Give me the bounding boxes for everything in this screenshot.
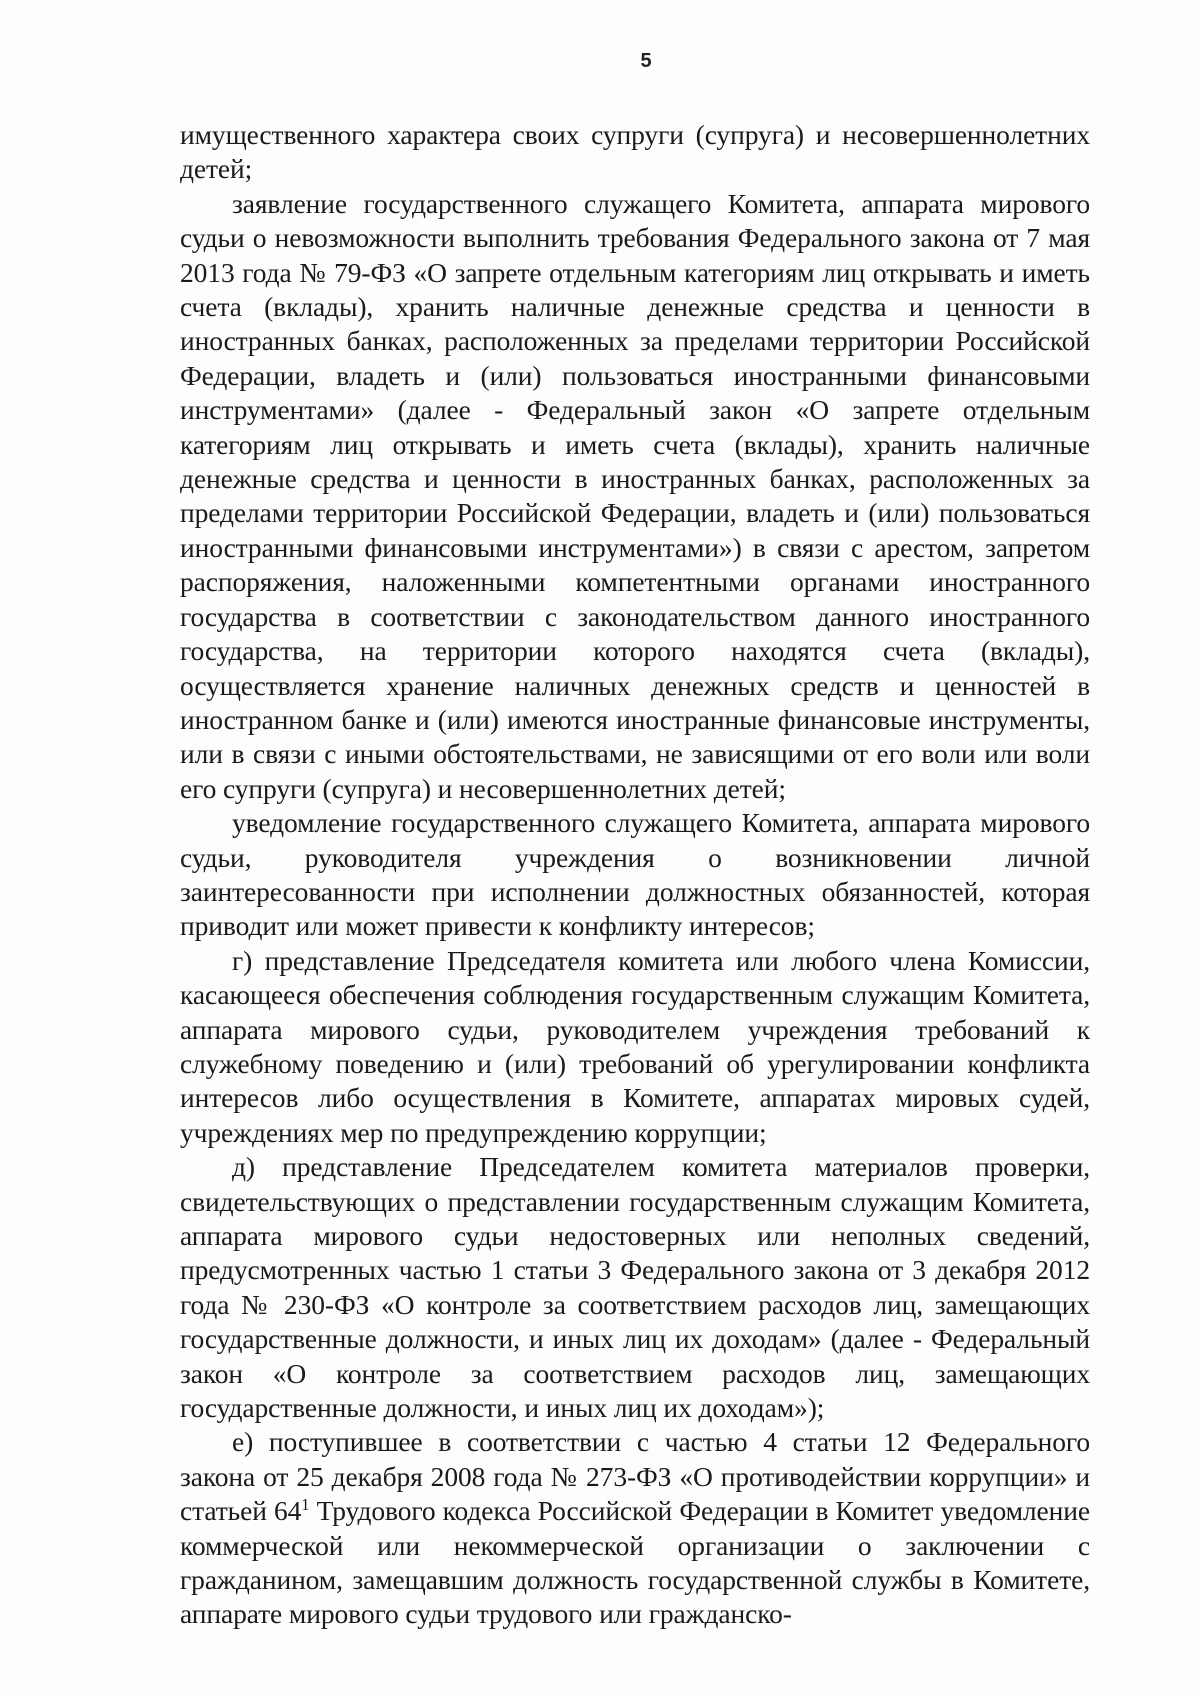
paragraph-item-e-text-end: Трудового кодекса Российской Федерации в Комитет уведомление коммерческой или некоммерческой организации о заключении с гражданином, замещавшим должность государственной службы в Комитете, аппарате мирового судьи трудового или гражданско- [180,1495,1090,1630]
paragraph-item-e [180,1425,1090,1631]
page-number: 5 [640,50,652,72]
paragraph-continuation: имущественного характера своих супруги (супруга) и несовершеннолетних детей; [180,119,1090,185]
article-superscript: 1 [301,1495,310,1515]
paragraph-item-g: г) представление Председателя комитета или любого члена Комиссии, касающееся обеспечения соблюдения государственным служащим Комитета, аппарата мирового судьи, руководителем учреждения требований к служебному поведению и (или) требований об урегулировании конфликта интересов либо осуществления в Комитете, аппаратах мировых судей, учреждениях мер по предупреждению коррупции; [180,944,1090,1148]
paragraph-statement: заявление государственного служащего Комитета, аппарата мирового судьи о невозможности выполнить требования Федерального закона от 7 мая 2013 года № 79-ФЗ «О запрете отдельным категориям лиц открывать и иметь счета (вклады), хранить наличные денежные средства и ценности в иностранных банках, расположенных за пределами территории Российской Федерации, владеть и (или) пользоваться иностранными финансовыми инструментами» (далее - Федеральный закон «О запрете отдельным категориям лиц открывать и иметь счета (вклады), хранить наличные денежные средства и ценности в иностранных банках, расположенных за пределами территории Российской Федерации, владеть и (или) пользоваться иностранными финансовыми инструментами») в связи с арестом, запретом распоряжения, наложенными компетентными органами иностранного государства в соответствии с законодательством данного иностранного государства, на территории которого находятся счета (вклады), осуществляется хранение наличных денежных средств и ценностей в иностранном банке и (или) имеются иностранные финансовые инструменты, или в связи с иными обстоятельствами, не зависящими от его воли или воли его супруги (супруга) и несовершеннолетних детей; [180,187,1090,804]
paragraph-item-d: д) представление Председателем комитета материалов проверки, свидетельствующих о представлении государственным служащим Комитета, аппарата мирового судьи недостоверных или неполных сведений, предусмотренных частью 1 статьи 3 Федерального закона от 3 декабря 2012 года № 230-ФЗ «О контроле за соответствием расходов лиц, замещающих государственные должности, и иных лиц их доходам» (далее - Федеральный закон «О контроле за соответствием расходов лиц, замещающих государственные должности, и иных лиц их доходам»); [180,1151,1090,1424]
paragraph-notification: уведомление государственного служащего Комитета, аппарата мирового судьи, руководителя учреждения о возникновении личной заинтересованности при исполнении должностных обязанностей, которая приводит или может привести к конфликту интересов; [180,807,1090,942]
paragraph-item-e-text-start: е) поступившее в соответствии с частью 4 статьи 12 Федерального закона от 25 декабря 2008 года № 273-ФЗ «О противодействии коррупции» и статьей 64 [180,1426,1090,1527]
document-body [180,118,1090,1632]
